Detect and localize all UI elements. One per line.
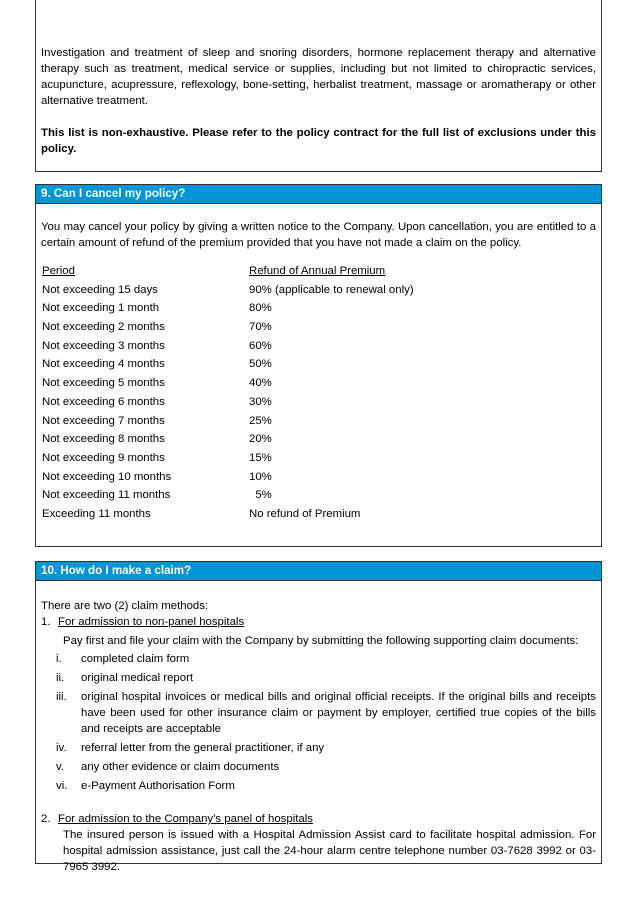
period-cell: Not exceeding 2 months xyxy=(42,321,165,334)
section-10-header: 10. How do I make a claim? xyxy=(36,562,601,581)
list-item-number: v. xyxy=(56,761,65,773)
table-row xyxy=(36,505,601,524)
table-row xyxy=(36,486,601,505)
table-row xyxy=(36,281,601,300)
list-item-number: iii. xyxy=(56,691,67,703)
table-row xyxy=(36,355,601,374)
period-column-header: Period xyxy=(42,265,75,277)
table-row xyxy=(36,449,601,468)
list-item-number: ii. xyxy=(56,672,65,684)
table-row xyxy=(36,374,601,393)
cancel-policy-section xyxy=(35,184,602,547)
exclusions-section xyxy=(35,0,602,172)
method-2-number: 2. xyxy=(41,813,51,825)
list-item xyxy=(36,740,601,756)
refund-cell: 10% xyxy=(249,470,272,483)
refund-column-header: Refund of Annual Premium xyxy=(249,265,386,277)
list-item xyxy=(36,689,601,737)
list-item-text: original medical report xyxy=(81,672,194,684)
list-item-text: referral letter from the general practitioner, if any xyxy=(81,742,325,754)
period-cell: Not exceeding 11 months xyxy=(42,489,171,502)
refund-table xyxy=(36,262,601,524)
claim-method-1 xyxy=(36,614,601,794)
table-row xyxy=(36,299,601,318)
period-cell: Not exceeding 5 months xyxy=(42,377,165,390)
table-row xyxy=(36,412,601,431)
method-1-heading: For admission to non-panel hospitals xyxy=(58,616,245,628)
list-item-number: iv. xyxy=(56,742,67,754)
exclusions-note: This list is non-exhaustive. Please refer to the policy contract for the full list of exclusions under this policy. xyxy=(41,127,596,155)
refund-cell: 40% xyxy=(249,377,272,390)
list-item xyxy=(36,670,601,686)
list-item-text: e-Payment Authorisation Form xyxy=(81,780,235,792)
claim-section xyxy=(35,561,602,873)
list-item xyxy=(36,651,601,667)
refund-cell: 60% xyxy=(249,339,272,352)
table-row xyxy=(36,468,601,487)
refund-cell: 25% xyxy=(249,414,272,427)
refund-cell: 50% xyxy=(249,358,272,371)
list-item-text: any other evidence or claim documents xyxy=(81,761,280,773)
table-row xyxy=(36,318,601,337)
list-item xyxy=(36,759,601,775)
refund-table-header xyxy=(36,262,601,281)
period-cell: Not exceeding 6 months xyxy=(42,395,165,408)
period-cell: Not exceeding 8 months xyxy=(42,433,165,446)
list-item-number: i. xyxy=(56,653,62,665)
table-row xyxy=(36,337,601,356)
list-item-text: completed claim form xyxy=(81,653,190,665)
period-cell: Not exceeding 4 months xyxy=(42,358,165,371)
refund-cell: 5% xyxy=(249,489,272,502)
refund-cell: 30% xyxy=(249,395,272,408)
table-row xyxy=(36,430,601,449)
section-9-header: 9. Can I cancel my policy? xyxy=(36,185,601,204)
table-row xyxy=(36,393,601,412)
list-item xyxy=(36,778,601,794)
method-2-text: The insured person is issued with a Hospital Admission Assist card to facilitate hospital admission. For hospital admission assistance, just call the 24-hour alarm centre telephone number 03-7628 3992 or 03-7965 3992. xyxy=(63,829,596,873)
refund-cell: No refund of Premium xyxy=(249,507,361,520)
refund-cell: 70% xyxy=(249,321,272,334)
refund-cell: 20% xyxy=(249,433,272,446)
period-cell: Not exceeding 7 months xyxy=(42,414,165,427)
refund-cell: 90% (applicable to renewal only) xyxy=(249,283,414,296)
period-cell: Not exceeding 9 months xyxy=(42,451,165,464)
period-cell: Not exceeding 15 days xyxy=(42,283,158,296)
refund-cell: 15% xyxy=(249,451,272,464)
list-item-text: original hospital invoices or medical bills and original official receipts. If the original bills and receipts have been used for other insurance claim or payment by employer, certified true copies of the bills and receipts are acceptable xyxy=(81,691,596,735)
period-cell: Exceeding 11 months xyxy=(42,507,151,520)
claim-method-2 xyxy=(36,811,601,875)
refund-cell: 80% xyxy=(249,302,272,315)
period-cell: Not exceeding 1 month xyxy=(42,302,160,315)
exclusions-paragraph: Investigation and treatment of sleep and snoring disorders, hormone replacement therapy and alternative therapy such as treatment, medical service or supplies, including but not limited to chiropractic services, acupuncture, acupressure, reflexology, bone-setting, herbalist treatment, massage or aromatherapy or other alternative treatment. xyxy=(41,47,596,107)
method-1-text: Pay first and file your claim with the Company by submitting the following supporting claim documents: xyxy=(63,635,579,647)
method-2-heading: For admission to the Company’s panel of hospitals xyxy=(58,813,313,825)
method-1-number: 1. xyxy=(41,616,51,628)
claim-intro: There are two (2) claim methods: xyxy=(41,600,209,612)
period-cell: Not exceeding 10 months xyxy=(42,470,172,483)
cancel-intro: You may cancel your policy by giving a written notice to the Company. Upon cancellation, you are entitled to a certain amount of refund of the premium provided that you have not made a claim on the policy. xyxy=(41,221,596,249)
list-item-number: vi. xyxy=(56,780,68,792)
period-cell: Not exceeding 3 months xyxy=(42,339,165,352)
